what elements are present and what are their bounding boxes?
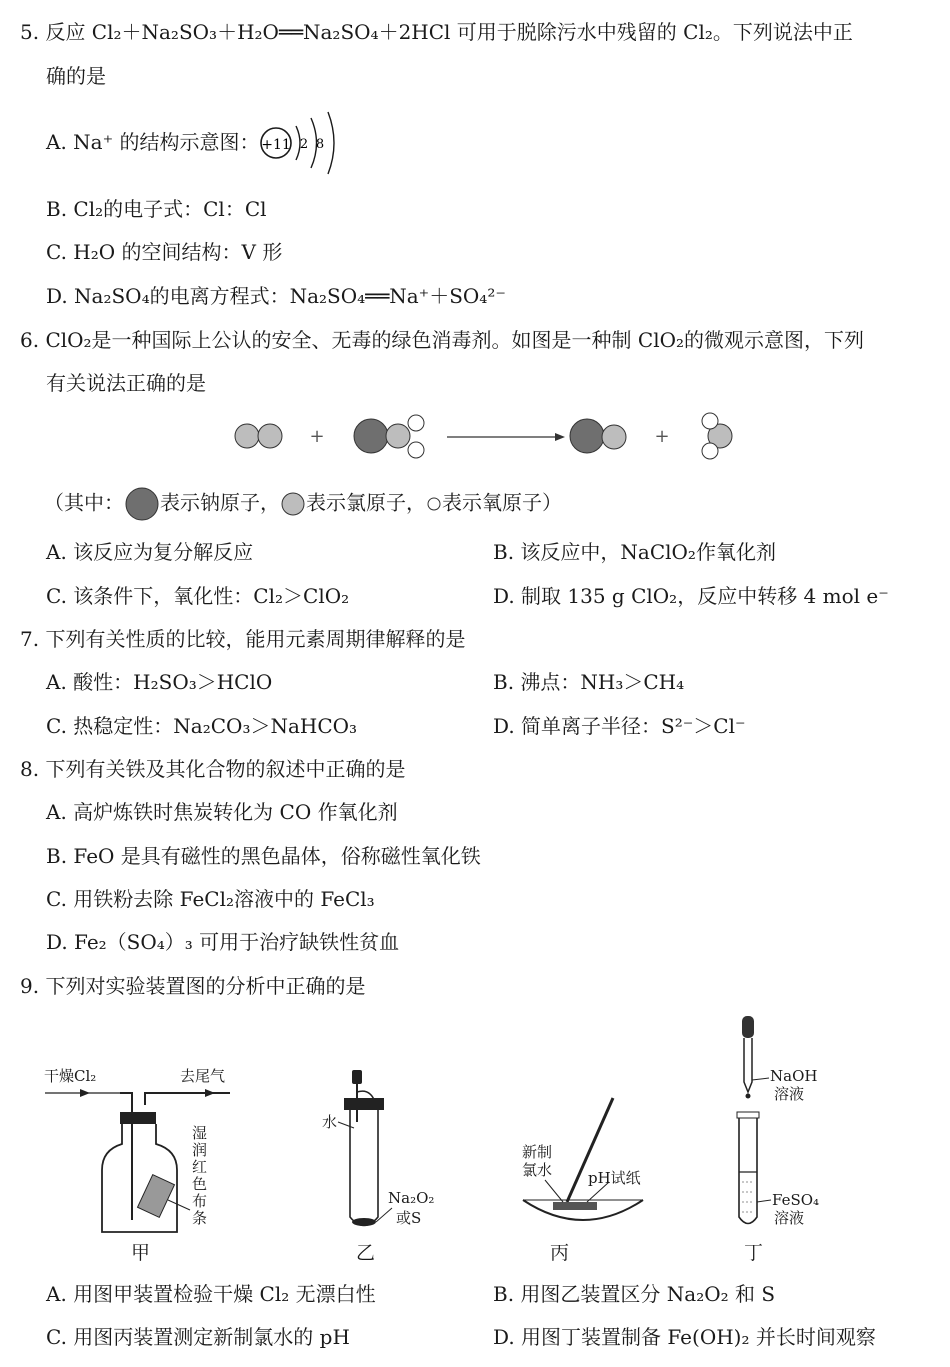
cl-atom [602, 425, 626, 449]
wet-red-cloth-strip [138, 1175, 175, 1218]
fig-ding-bottom-label-1: FeSO₄ [772, 1191, 820, 1209]
fig-bing-water-label-2: 氯水 [522, 1161, 553, 1179]
o-atom [702, 443, 718, 459]
dropper-bulb [742, 1016, 754, 1038]
nucleus-charge: +11 [261, 137, 291, 153]
q8-option-a: A. 高炉炼铁时焦炭转化为 CO 作氧化剂 [46, 800, 398, 824]
legend-na: 表示钠原子， [160, 490, 280, 515]
q8-stem: 8. 下列有关铁及其化合物的叙述中正确的是 [20, 757, 406, 781]
short-outlet-tube [145, 1093, 230, 1105]
plus-sign: + [309, 426, 325, 447]
fig-ding-top-label-1: NaOH [770, 1067, 818, 1085]
bottle-body [102, 1124, 177, 1232]
q5-option-a [46, 128, 260, 156]
q6-option-c: C. 该条件下，氧化性：Cl₂＞ClO₂ [46, 584, 350, 608]
bottle-stopper [120, 1112, 156, 1124]
tube-body [739, 1118, 757, 1224]
electron-shell-3 [328, 112, 334, 174]
o-atom [702, 413, 718, 429]
q7-option-d: D. 简单离子半径：S²⁻＞Cl⁻ [493, 714, 746, 738]
q8-option-d: D. Fe₂（SO₄）₃ 可用于治疗缺铁性贫血 [46, 930, 400, 954]
o-atom [408, 442, 424, 458]
fig-yi-solid-label-1: Na₂O₂ [388, 1189, 435, 1207]
q7-option-c: C. 热稳定性：Na₂CO₃＞NaHCO₃ [46, 714, 358, 738]
tube-stopper [344, 1098, 384, 1110]
legend-cl: 表示氯原子， [306, 490, 426, 515]
fig-jia-inlet-label: 干燥Cl₂ [44, 1067, 97, 1085]
fig-yi-water-label: 水 [322, 1113, 338, 1131]
fig-bing-caption: 丙 [550, 1242, 570, 1264]
fig-yi-caption: 乙 [356, 1242, 376, 1264]
sodium-ion-structure-diagram [256, 106, 346, 178]
q8-option-b: B. FeO 是具有磁性的黑色晶体，俗称磁性氧化铁 [46, 844, 481, 868]
fig-ding-caption: 丁 [744, 1242, 764, 1264]
cl-atom [235, 424, 259, 448]
na-atom [354, 419, 388, 453]
q6-option-d: D. 制取 135 g ClO₂，反应中转移 4 mol e⁻ [493, 584, 889, 608]
q9-stem: 9. 下列对实验装置图的分析中正确的是 [20, 974, 366, 998]
drop [746, 1094, 751, 1099]
q6-option-a: A. 该反应为复分解反应 [46, 540, 254, 564]
reaction-arrow-head [555, 433, 565, 441]
q6-stem-line2: 有关说法正确的是 [46, 371, 206, 395]
fig-ding-bottom-label-2: 溶液 [774, 1209, 805, 1227]
q9-option-a: A. 用图甲装置检验干燥 Cl₂ 无漂白性 [46, 1282, 376, 1306]
dropper-tube [744, 1038, 752, 1092]
plus-sign: + [654, 426, 670, 447]
q5-option-d: D. Na₂SO₄的电离方程式：Na₂SO₄══Na⁺＋SO₄²⁻ [46, 284, 506, 308]
legend-na-atom-icon [124, 486, 160, 522]
legend-o-atom-icon [426, 496, 442, 512]
fig-jia-side-label: 湿 润 红 色 布 条 [192, 1124, 208, 1227]
tube-rim [737, 1112, 759, 1118]
cl-atom [386, 424, 410, 448]
fig-jia-outlet-label: 去尾气 [180, 1067, 226, 1085]
fig-yi-solid-label-2: 或S [396, 1209, 422, 1227]
legend-cl-atom-icon [280, 491, 306, 517]
q6-legend [44, 486, 562, 522]
q7-option-b: B. 沸点：NH₃＞CH₄ [493, 670, 685, 694]
fig-bing-water-label-1: 新制 [522, 1143, 553, 1161]
o-atom [408, 415, 424, 431]
q6-stem-line1: 6. ClO₂是一种国际上公认的安全、无毒的绿色消毒剂。如图是一种制 ClO₂的微观示意图，下列 [20, 328, 865, 352]
q5-stem-line1: 5. 反应 Cl₂＋Na₂SO₃＋H₂O══Na₂SO₄＋2HCl 可用于脱除污水中残留的 Cl₂。下列说法中正 [20, 20, 853, 44]
ph-paper [553, 1202, 597, 1210]
q5-option-c: C. H₂O 的空间结构：V 形 [46, 240, 283, 264]
q7-stem: 7. 下列有关性质的比较，能用元素周期律解释的是 [20, 627, 466, 651]
q9-option-c: C. 用图丙装置测定新制氯水的 pH [46, 1325, 350, 1349]
q5-option-b: B. Cl₂的电子式：Cl：Cl [46, 197, 267, 221]
tube-body [350, 1110, 378, 1226]
dropper-bulb [352, 1070, 362, 1084]
fig-ding-top-label-2: 溶液 [774, 1085, 805, 1103]
q6-option-b: B. 该反应中，NaClO₂作氧化剂 [493, 540, 776, 564]
clo2-reaction-micro-diagram [225, 408, 755, 468]
legend-o: 表示氧原子） [442, 490, 562, 515]
legend-open: （其中： [44, 490, 124, 515]
q5-option-a-text: A. Na⁺ 的结构示意图： [46, 130, 260, 154]
cl-atom [258, 424, 282, 448]
q9-option-d: D. 用图丁装置制备 Fe(OH)₂ 并长时间观察 [493, 1325, 876, 1349]
q8-option-c: C. 用铁粉去除 FeCl₂溶液中的 FeCl₃ [46, 887, 375, 911]
q5-stem-line2: 确的是 [46, 64, 106, 88]
shell-2-electrons: 8 [315, 137, 325, 152]
fig-jia-caption: 甲 [131, 1242, 151, 1264]
shell-1-electrons: 2 [299, 137, 309, 152]
q7-option-a: A. 酸性：H₂SO₃＞HClO [46, 670, 273, 694]
na-atom [570, 419, 604, 453]
figure-jia-wash-bottle [40, 1060, 240, 1240]
solid-sample [352, 1218, 376, 1226]
fig-bing-paper-label: pH试纸 [588, 1169, 641, 1187]
q9-option-b: B. 用图乙装置区分 Na₂O₂ 和 S [493, 1282, 776, 1306]
